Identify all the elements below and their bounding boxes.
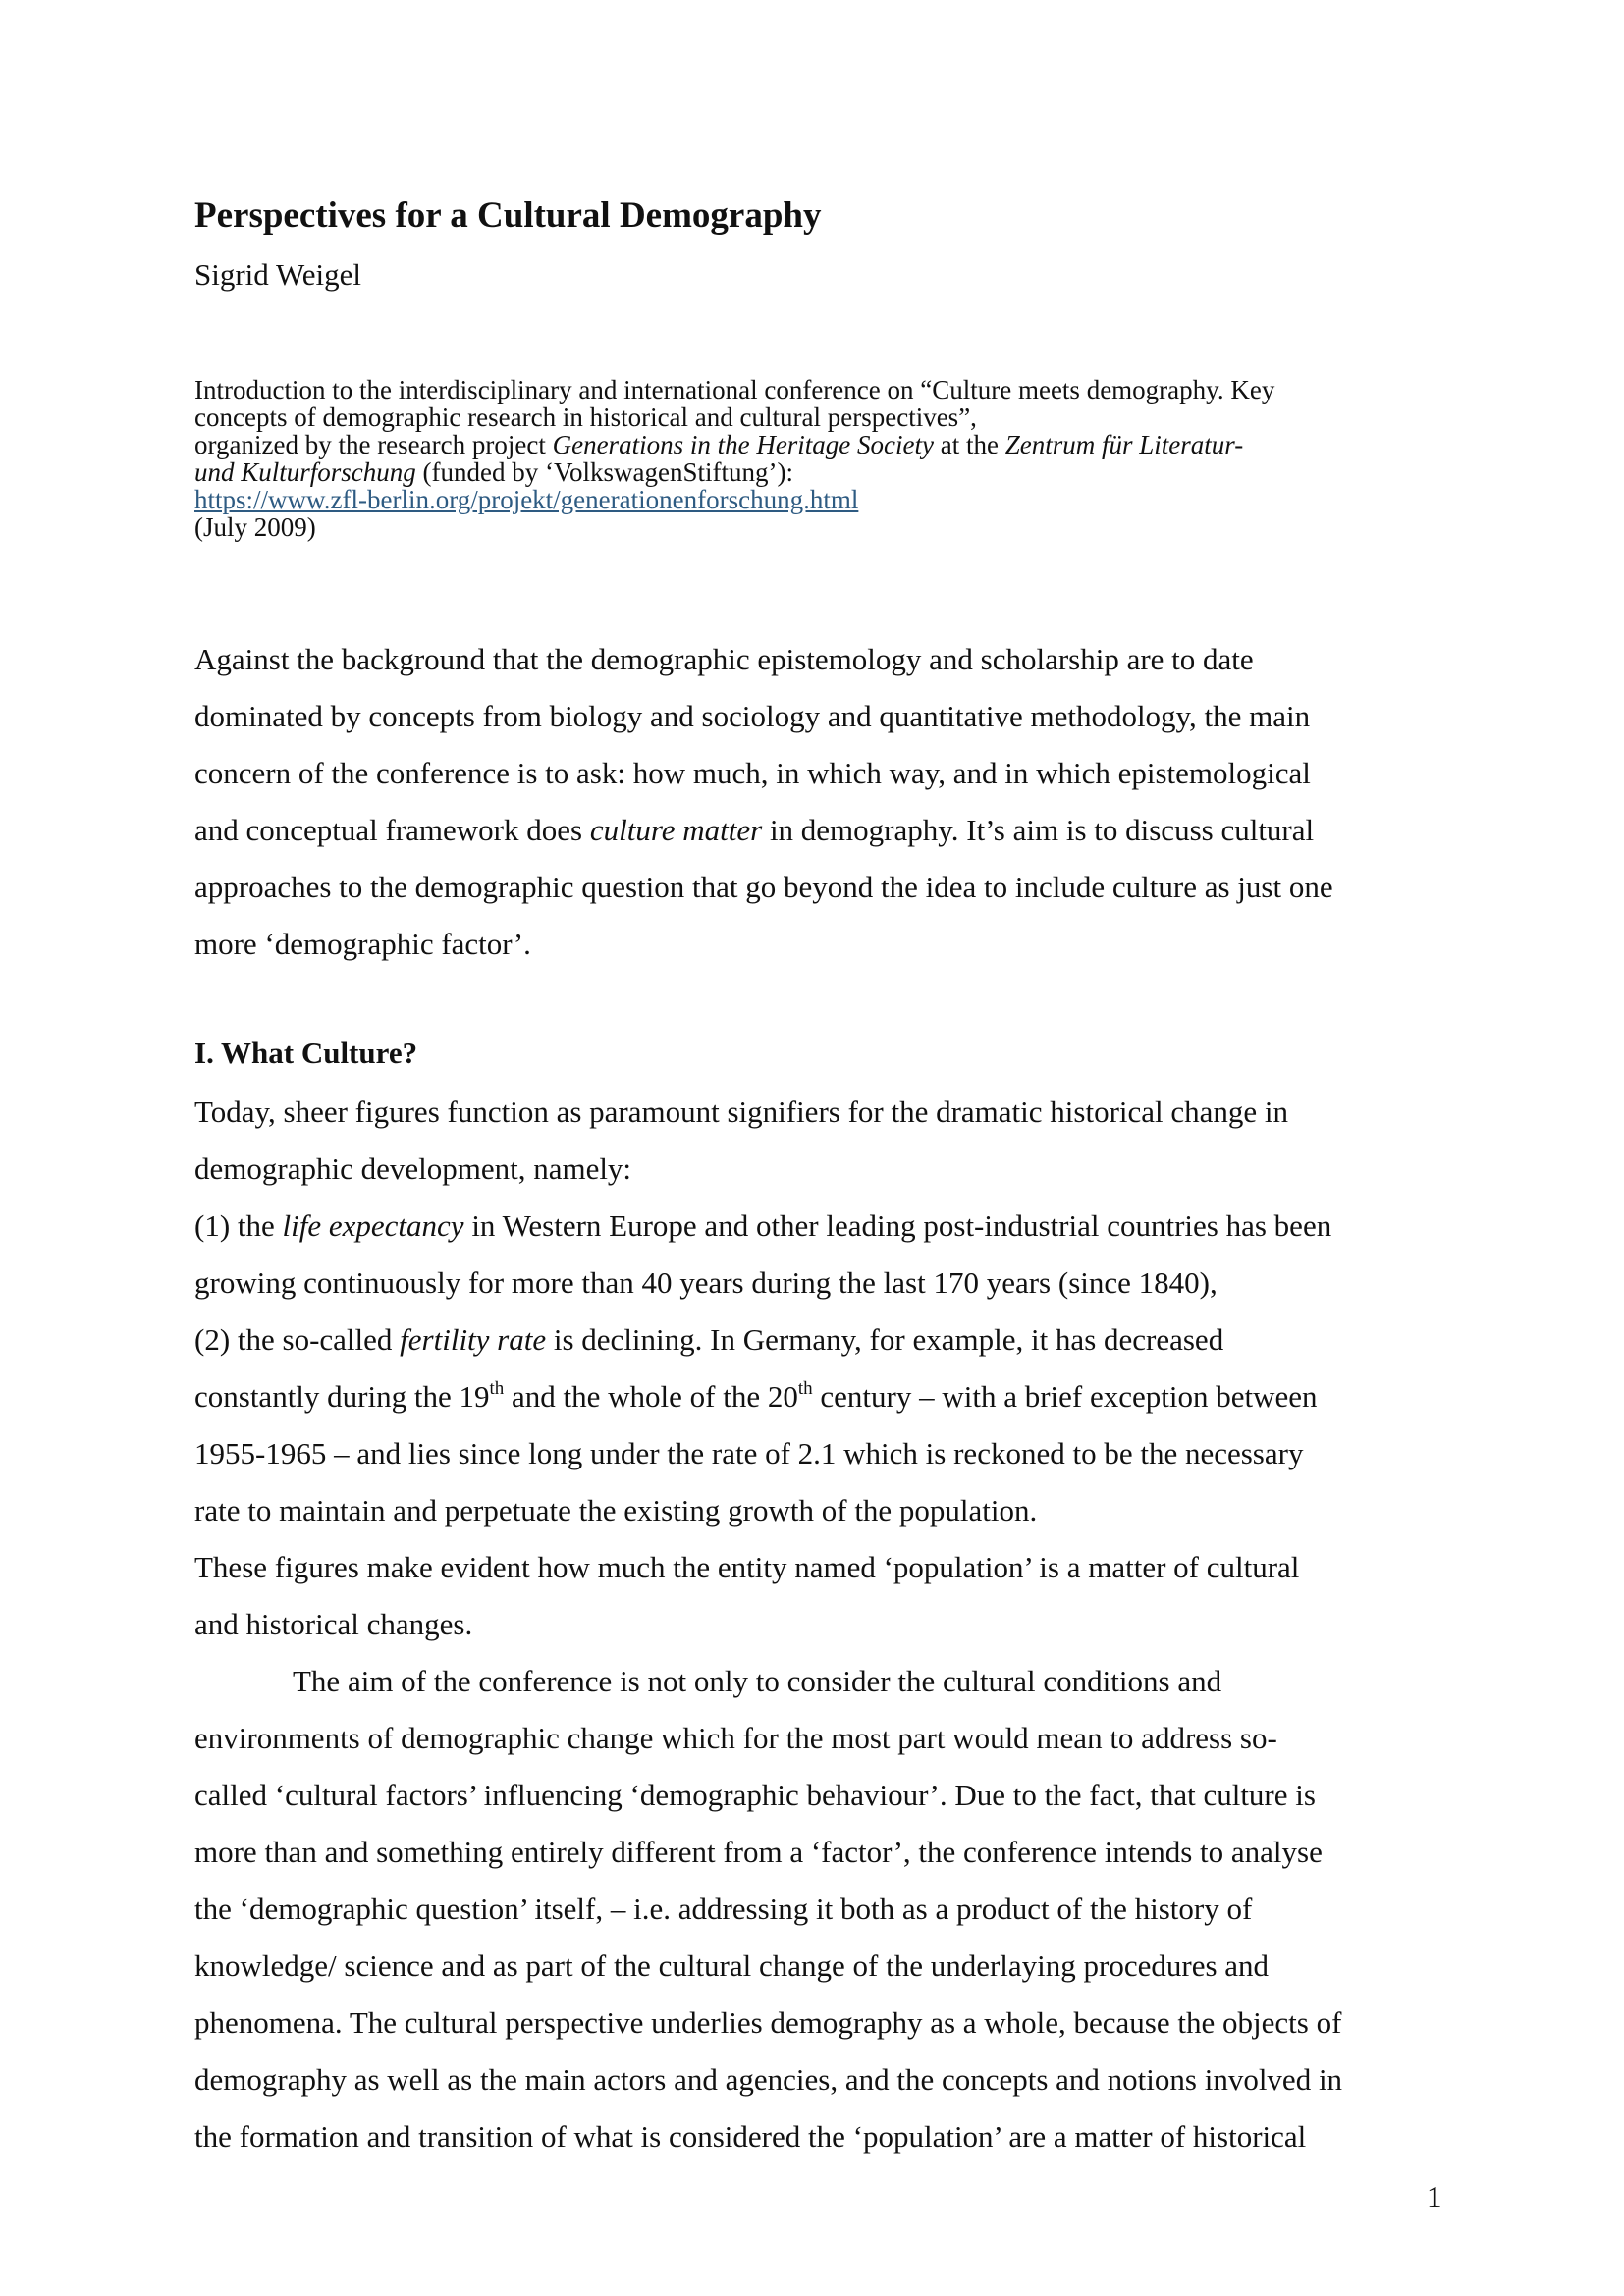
- superscript: th: [489, 1377, 505, 1399]
- paragraph-line: [194, 1368, 1342, 1425]
- intro-text: organized by the research project: [194, 430, 553, 459]
- paragraph-line: knowledge/ science and as part of the cultural change of the underlaying procedures and: [194, 1949, 1270, 1983]
- intro-line: [194, 486, 1274, 513]
- institute-name: Zentrum für Literatur-: [1004, 430, 1244, 459]
- paragraph-line: concern of the conference is to ask: how much, in which way, and in which epistemological: [194, 756, 1311, 790]
- paragraph-line: [194, 1198, 1342, 1255]
- emphasis: culture matter: [589, 813, 763, 847]
- intro-line: Introduction to the interdisciplinary and international conference on “Culture meets demography. Key: [194, 375, 1275, 404]
- intro-line: [194, 431, 1274, 458]
- emphasis: fertility rate: [400, 1322, 547, 1357]
- text-run: century – with a brief exception between: [812, 1379, 1318, 1414]
- intro-date: (July 2009): [194, 512, 316, 542]
- paragraph-line: the formation and transition of what is considered the ‘population’ are a matter of historical: [194, 2119, 1307, 2154]
- intro-text: (funded by ‘VolkswagenStiftung’):: [415, 457, 793, 487]
- text-run: (1) the: [194, 1208, 283, 1243]
- paragraph-line: [194, 802, 1333, 859]
- paragraph-line: the ‘demographic question’ itself, – i.e. addressing it both as a product of the history of: [194, 1892, 1253, 1926]
- paragraph-line: growing continuously for more than 40 years during the last 170 years (since 1840),: [194, 1265, 1218, 1300]
- intro-line: concepts of demographic research in historical and cultural perspectives”,: [194, 402, 977, 432]
- text-run: is declining. In Germany, for example, it has decreased: [546, 1322, 1224, 1357]
- text-run: (2) the so-called: [194, 1322, 401, 1357]
- text-run: and conceptual framework does: [194, 813, 590, 847]
- paragraph-line: approaches to the demographic question that go beyond the idea to include culture as just one: [194, 870, 1333, 904]
- emphasis: life expectancy: [282, 1208, 464, 1243]
- paragraph-line: phenomena. The cultural perspective underlies demography as a whole, because the objects of: [194, 2005, 1342, 2040]
- intro-line: [194, 458, 1274, 486]
- text-run: and the whole of the 20: [504, 1379, 798, 1414]
- paragraph-line: Today, sheer figures function as paramount signifiers for the dramatic historical change in: [194, 1095, 1289, 1129]
- paragraph-line: called ‘cultural factors’ influencing ‘demographic behaviour’. Due to the fact, that culture is: [194, 1778, 1316, 1812]
- intro-text: at the: [934, 430, 1005, 459]
- superscript: th: [797, 1377, 813, 1399]
- paragraph-line: more than and something entirely different from a ‘factor’, the conference intends to analyse: [194, 1835, 1323, 1869]
- document-title: Perspectives for a Cultural Demography: [194, 195, 822, 236]
- document-author: Sigrid Weigel: [194, 257, 362, 292]
- paragraph-line: dominated by concepts from biology and sociology and quantitative methodology, the main: [194, 699, 1311, 733]
- text-run: constantly during the 19: [194, 1379, 490, 1414]
- paragraph-line: These figures make evident how much the entity named ‘population’ is a matter of cultural: [194, 1550, 1300, 1584]
- paragraph-line: rate to maintain and perpetuate the existing growth of the population.: [194, 1493, 1038, 1527]
- paragraph-line: more ‘demographic factor’.: [194, 927, 531, 961]
- paragraph-line: and historical changes.: [194, 1607, 473, 1641]
- paragraph-line: demography as well as the main actors and agencies, and the concepts and notions involved in: [194, 2062, 1343, 2097]
- institute-name: und Kulturforschung: [194, 457, 416, 487]
- paragraph-line: 1955-1965 – and lies since long under the rate of 2.1 which is reckoned to be the necessary: [194, 1436, 1304, 1470]
- paragraph-line: Against the background that the demographic epistemology and scholarship are to date: [194, 642, 1254, 676]
- paragraph-line: demographic development, namely:: [194, 1151, 632, 1186]
- opening-paragraph: [194, 631, 1333, 973]
- paragraph-line: environments of demographic change which for the most part would mean to address so-: [194, 1721, 1277, 1755]
- project-link[interactable]: https://www.zfl-berlin.org/projekt/generationenforschung.html: [194, 485, 859, 514]
- text-run: in Western Europe and other leading post-industrial countries has been: [463, 1208, 1332, 1243]
- conference-introduction: [194, 376, 1274, 541]
- section-heading: I. What Culture?: [194, 1036, 418, 1070]
- page-number: 1: [1427, 2179, 1442, 2214]
- project-name: Generations in the Heritage Society: [552, 430, 934, 459]
- text-run: in demography. It’s aim is to discuss cultural: [762, 813, 1315, 847]
- paragraph-line: The aim of the conference is not only to consider the cultural conditions and: [293, 1664, 1222, 1698]
- paragraph-line: [194, 1311, 1342, 1368]
- section-body: [194, 1084, 1342, 2165]
